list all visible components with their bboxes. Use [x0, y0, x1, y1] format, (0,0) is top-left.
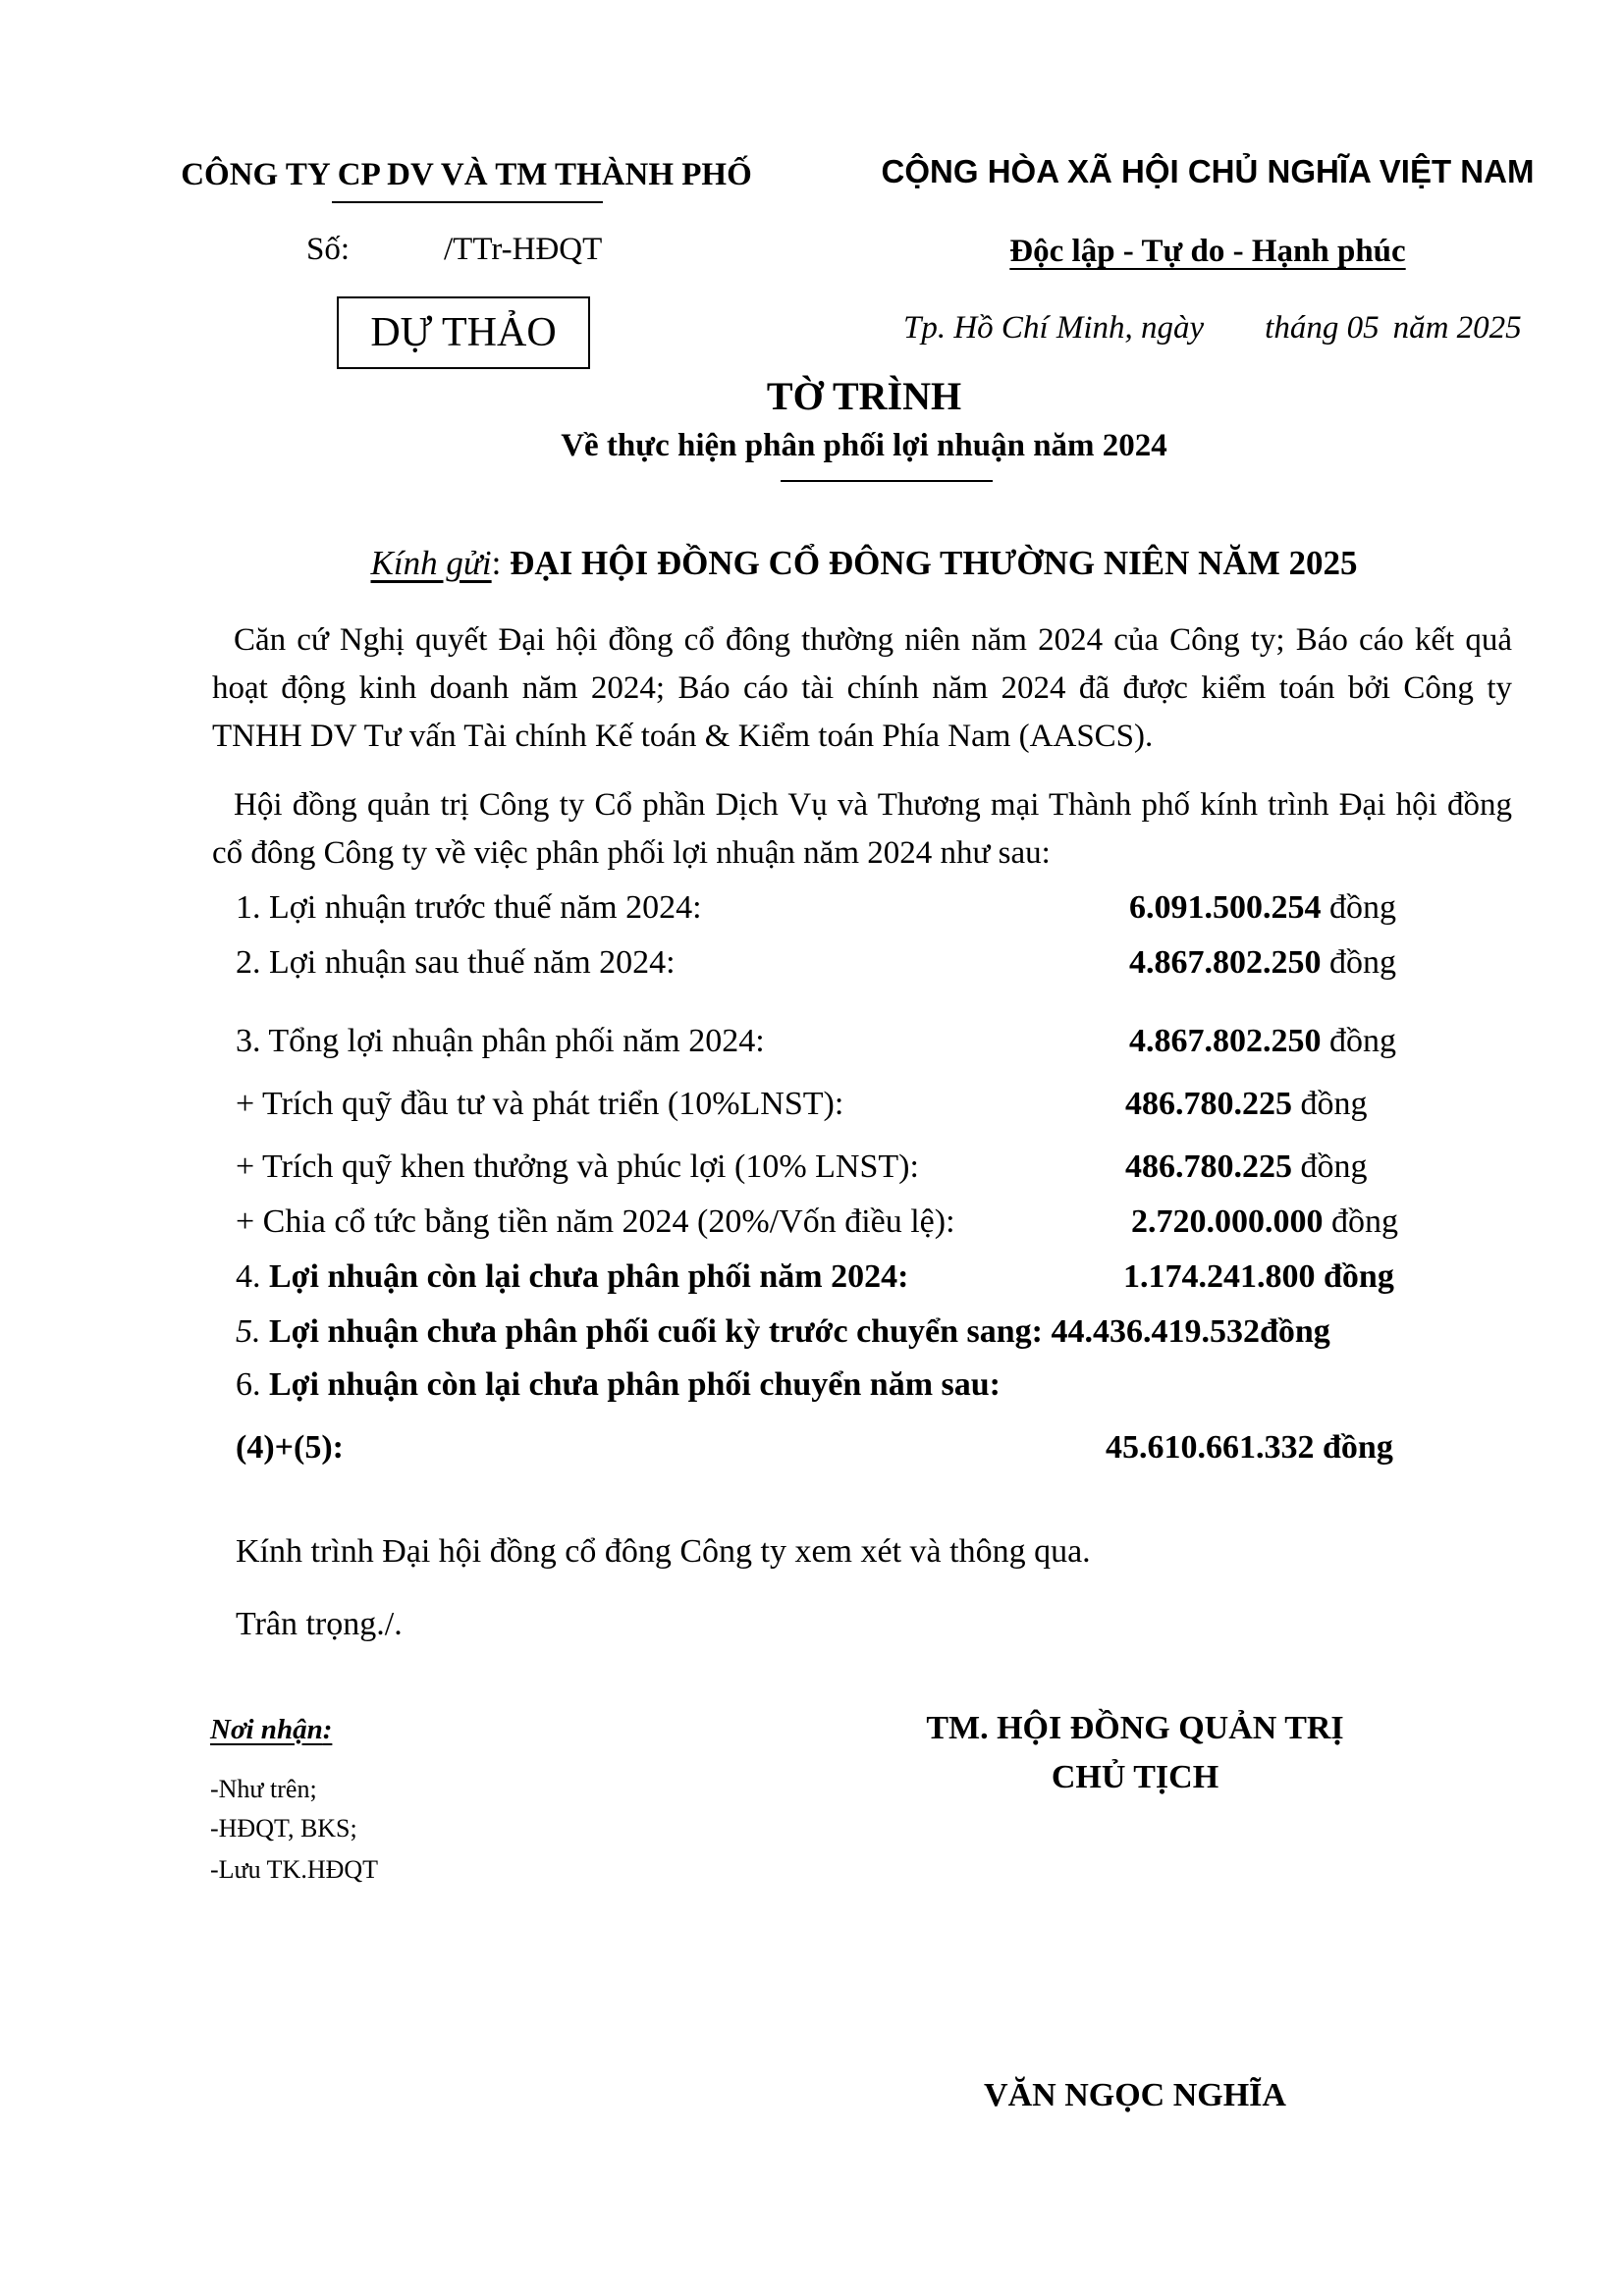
company-underline [332, 201, 603, 203]
signer-name: VĂN NGỌC NGHĨA [984, 2077, 1286, 2113]
number-code: /TTr-HĐQT [444, 232, 603, 267]
company-name: CÔNG TY CP DV VÀ TM THÀNH PHỐ [181, 157, 752, 192]
document-number [306, 232, 602, 268]
recipient-item: -HĐQT, BKS; [210, 1814, 357, 1842]
item-remaining-next-year: 6. Lợi nhuận còn lại chưa phân phối chuyển năm sau: [236, 1366, 1001, 1403]
recipient-line: Kính gửi: ĐẠI HỘI ĐỒNG CỔ ĐÔNG THƯỜNG NIÊN NĂM 2025 [370, 544, 1358, 582]
paragraph-proposal: Hội đồng quản trị Công ty Cổ phần Dịch Vụ và Thương mại Thành phố kính trình Đại hội đồng cổ đông Công ty về việc phân phối lợi nhuận năm 2024 như sau: [212, 787, 1512, 871]
draft-stamp: DỰ THẢO [337, 296, 590, 369]
number-label: Số: [306, 232, 351, 267]
document-subtitle: Về thực hiện phân phối lợi nhuận năm 2024 [561, 428, 1167, 463]
item-carried-forward: 5. Lợi nhuận chưa phân phối cuối kỳ trước chuyển sang: 44.436.419.532đồng [236, 1313, 1330, 1350]
recipient-label: Kính gửi [370, 544, 492, 582]
item-investment-fund: + Trích quỹ đầu tư và phát triển (10%LNST): 486.780.225 đồng [236, 1086, 1368, 1122]
date-year: năm 2025 [1392, 310, 1522, 346]
place-day: Tp. Hồ Chí Minh, ngày [903, 310, 1205, 346]
recipients-label: Nơi nhận: [210, 1714, 333, 1745]
item-cash-dividend: + Chia cổ tức bằng tiền năm 2024 (20%/Vốn điều lệ): 2.720.000.000 đồng [236, 1203, 1398, 1240]
closing-request: Kính trình Đại hội đồng cổ đông Công ty xem xét và thông qua. [236, 1533, 1091, 1570]
national-motto: Độc lập - Tự do - Hạnh phúc [1009, 234, 1406, 269]
recipient-item: -Như trên; [210, 1775, 317, 1803]
paragraph-basis: Căn cứ Nghị quyết Đại hội đồng cổ đông thường niên năm 2024 của Công ty; Báo cáo kết quả hoạt động kinh doanh năm 2024; Báo cáo tài chính năm 2024 đã được kiểm toán bởi Công ty TNHH DV Tư vấn Tài chính Kế toán & Kiểm toán Phía Nam (AASCS). [212, 622, 1512, 754]
item-welfare-fund: + Trích quỹ khen thưởng và phúc lợi (10% LNST): 486.780.225 đồng [236, 1148, 1368, 1185]
item-remaining-2024: 4. Lợi nhuận còn lại chưa phân phối năm 2024: 1.174.241.800 đồng [236, 1258, 1394, 1295]
item-total-distribution: 3. Tổng lợi nhuận phân phối năm 2024: 4.867.802.250 đồng [236, 1023, 1396, 1059]
item-profit-before-tax: 1. Lợi nhuận trước thuế năm 2024: 6.091.500.254 đồng [236, 889, 1396, 926]
document-title: TỜ TRÌNH [766, 374, 962, 418]
closing-regards: Trân trọng./. [236, 1606, 403, 1642]
signature-title: TM. HỘI ĐỒNG QUẢN TRỊ [926, 1710, 1344, 1746]
place-date [903, 310, 1542, 347]
item-profit-after-tax: 2. Lợi nhuận sau thuế năm 2024: 4.867.802.250 đồng [236, 944, 1396, 981]
title-underline [781, 480, 993, 482]
item-sum-4-5: (4)+(5): 45.610.661.332 đồng [236, 1429, 1393, 1466]
date-month: tháng 05 [1265, 310, 1380, 346]
republic-heading: CỘNG HÒA XÃ HỘI CHỦ NGHĨA VIỆT NAM [881, 153, 1535, 189]
recipient-name: ĐẠI HỘI ĐỒNG CỔ ĐÔNG THƯỜNG NIÊN NĂM 2025 [510, 544, 1358, 582]
signature-role: CHỦ TỊCH [1051, 1759, 1219, 1795]
recipient-item: -Lưu TK.HĐQT [210, 1855, 379, 1884]
